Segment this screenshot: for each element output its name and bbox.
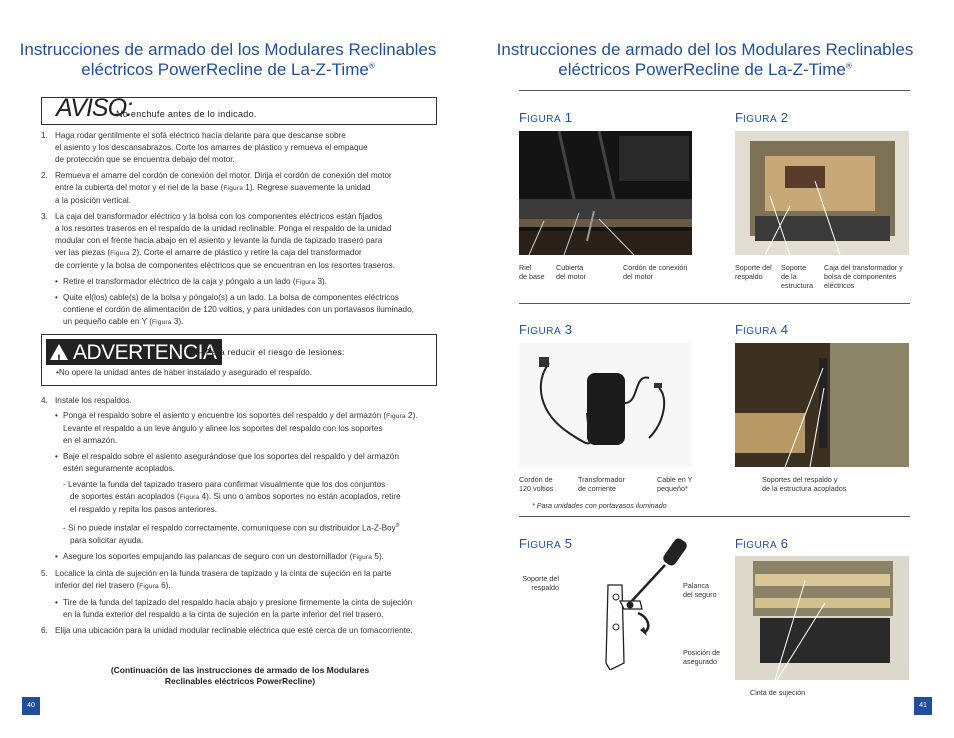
instructions-part2 (41, 395, 453, 637)
figure-2-caption-1: Soporte del respaldo (735, 263, 772, 281)
figure-1-caption-2: Cubierta del motor (556, 263, 586, 281)
figure-5-caption-1: Soporte del respaldo (522, 574, 559, 592)
advertencia-subtitle: – Para reducir el riesgo de lesiones: (198, 347, 345, 357)
continuation-note: (Continuación de las instrucciones de armado de los Modulares Reclinables eléctricos PowerRecline) (110, 665, 370, 686)
bracket-photo-drawing (735, 343, 909, 467)
figure-4-photo (735, 343, 909, 467)
figure-1-caption-1: Riel de base (519, 263, 545, 281)
figure-6-photo (735, 556, 909, 680)
figure-1-caption-3: Cordón de conexión del motor (623, 263, 688, 281)
step-4-dash-1: - Levante la funda del tapizado trasero para confirmar visualmente que los dos conjuntos de soportes están acoplados (Figura 4). Si uno o ambos soportes no están acoplados, retire el respaldo y repita los pasos anteriores. (63, 480, 401, 514)
motor-photo-drawing (519, 131, 692, 255)
figure-1-heading: FIGURA 1 (519, 110, 572, 125)
figure-5-caption-3: Posición de asegurado (683, 648, 721, 666)
figure-5-heading: FIGURA 5 (519, 536, 572, 551)
figure-1-photo (519, 131, 692, 255)
aviso-box (41, 94, 437, 125)
instructions-part1 (41, 130, 451, 329)
figure-5-drawing (560, 535, 700, 670)
figure-4-caption-1: Soportes del respaldo y de la estructura acoplados (762, 475, 847, 493)
step-3-bullet-1: • Retire el transformador eléctrico de la caja y póngalo a un lado (Figura 3). (55, 277, 328, 286)
right-page-title: Instrucciones de armado del los Modulares Reclinables eléctricos PowerRecline de La-Z-Time® (496, 40, 914, 79)
figure-3-caption-3: Cable en Y pequeño* (657, 475, 693, 493)
figure-3-photo (519, 343, 692, 467)
step-4-bullet-2: • Baje el respaldo sobre el asiento asegurándose que los soportes del respaldo y del armazón estén seguramente acoplados. - Levante la funda del tapizado trasero para confirmar visualmente que los dos conjuntos de soportes están acoplados (Figura 4). Si uno o ambos soportes no están acoplados, retire el respaldo y repita los pasos anteriores. - Si no puede instalar el respaldo correctamente, comuníquese con su distribuidor La-Z-Boy® para solicitar ayuda. (55, 452, 401, 545)
advertencia-box (41, 334, 437, 386)
figure-6-caption-1: Cinta de sujeción (750, 688, 806, 697)
step-4-bullet-1: • Ponga el respaldo sobre el asiento y encuentre los soportes del respaldo y del armazón (Figura 2). Levante el respaldo a un leve ángulo y alinee los soportes del respaldo con los soportes en el armazón. (55, 411, 418, 445)
step-6: 6. Elija una ubicación para la unidad modular reclinable eléctrica que esté cerca de un tomacorriente. (41, 625, 413, 635)
step-4: 4. Instale los respaldos. • Ponga el respaldo sobre el asiento y encuentre los soportes del respaldo y del armazón (Figura 2). Levante el respaldo a un leve ángulo y alinee los soportes del respaldo con los soportes en el armazón. • Baje el respaldo sobre el asiento asegurándose que los soportes del respaldo y del armazón estén seguramente acoplados. - Levante la funda del tapizado trasero para confirmar visualmente que los dos conjuntos de soportes están acoplados (Figura 4). Si uno o ambos soportes no están acoplados, retire el respaldo y repita los pasos anteriores. - Si no puede instalar el respaldo correctamente, comuníquese con su distribuidor La-Z-Boy® para solicitar ayuda. • Asegure los soportes empujando las palancas de seguro con un destornillador (Figura 5). (41, 395, 453, 564)
left-page-title (18, 40, 438, 80)
figure-3-heading: FIGURA 3 (519, 322, 572, 337)
figure-2-heading: FIGURA 2 (735, 110, 788, 125)
aviso-heading: AVISO: (56, 94, 132, 122)
page-number-right: 41 (914, 697, 932, 715)
left-title-line2: eléctricos PowerRecline de La-Z-Time® (81, 60, 375, 79)
step-2: 2. Remueva el amarre del cordón de conexión del motor. Dirija el cordón de conexión del motor entre la cubierta del motor y el riel de la base (Figura 1). Regrese suavemente la unidad a la posición vertical. (41, 171, 392, 205)
step-4-dash-2: - Si no puede instalar el respaldo correctamente, comuníquese con su distribuidor La-Z-Boy® para solicitar ayuda. (63, 523, 400, 545)
warning-triangle-icon: ! (50, 344, 68, 360)
fastening-strip-photo-drawing (735, 556, 909, 680)
backrest-photo-drawing (735, 131, 909, 255)
aviso-text: No enchufe antes de lo indicado. (116, 109, 257, 119)
title-rule (519, 90, 910, 91)
lock-lever-diagram (560, 535, 700, 670)
advertencia-bullet: •No opere la unidad antes de haber instalado y asegurado el respaldo. (56, 368, 312, 377)
page-number-left: 40 (22, 697, 40, 715)
step-4-bullet-3: • Asegure los soportes empujando las palancas de seguro con un destornillador (Figura 5). (55, 551, 384, 561)
figure-5-caption-2: Palanca del seguro (683, 581, 717, 599)
step-5: 5. Localice la cinta de sujeción en la funda trasera de tapizado y la cinta de sujeción en la parte inferior del riel trasero (Figura 6). • Tire de la funda del tapizado del respaldo hacia abajo y presione firmemente la cinta de sujeción en la funda exterior del respaldo a la cinta de sujeción en la parte inferior del riel trasero. (41, 568, 413, 619)
step-3: 3. La caja del transformador eléctrico y la bolsa con los componentes eléctricos están fijados a los resortes traseros en el respaldo de la unidad reclinable. Ponga el respaldo de la unidad modular con el frente hacia abajo en el asiento y levante la funda de tapizado trasero para ver las piezas (Figura 2). Corte el amarre de plástico y retire la caja del transformador de corriente y la bolsa de componentes eléctricos que se encuentran en los resortes traseros. • Retire el transformador eléctrico de la caja y póngalo a un lado (Figura 3). • Quite el(los) cable(s) de la bolsa y póngalo(s) a un lado. La bolsa de componentes eléctricos contiene el cordón de alimentación de 120 voltios, y para unidades con un portavasos iluminado, un pequeño cable en Y (Figura 3). (41, 211, 451, 329)
figure-3-caption-2: Transformador de corriente (578, 475, 625, 493)
figure-2-caption-3: Caja del transformador y bolsa de componentes eléctricos (824, 263, 903, 290)
step-3-bullet-2: • Quite el(los) cable(s) de la bolsa y póngalo(s) a un lado. La bolsa de componentes eléctricos contiene el cordón de alimentación de 120 voltios, y para unidades con un portavasos iluminado, un pequeño cable en Y (Figura 3). (55, 293, 414, 326)
step-5-bullet: • Tire de la funda del tapizado del respaldo hacia abajo y presione firmemente la cinta de sujeción en la funda exterior del respaldo a la cinta de sujeción en la parte inferior del riel trasero. (55, 597, 413, 619)
figure-3-footnote: * Para unidades con portavasos iluminado (532, 501, 667, 510)
advertencia-label: ! ADVERTENCIA (46, 339, 222, 365)
left-title-line1: Instrucciones de armado del los Modulares Reclinables (19, 40, 437, 59)
rule-row-1 (519, 303, 910, 304)
step-1: 1. Haga rodar gentilmente el sofá eléctrico hacía delante para que descanse sobre el asiento y los descansabrazos. Corte los amarres de plástico y remueva el empaque de protección que se encuentra debajo del motor. (41, 131, 368, 164)
figure-3-caption-1: Cordón de 120 voltios (519, 475, 554, 493)
figure-2-caption-2: Soporte de la estructura (781, 263, 813, 290)
figure-4-heading: FIGURA 4 (735, 322, 788, 337)
transformer-photo-drawing (519, 343, 692, 467)
figure-6-heading: FIGURA 6 (735, 536, 788, 551)
figure-2-photo (735, 131, 909, 255)
rule-row-2 (519, 516, 910, 517)
